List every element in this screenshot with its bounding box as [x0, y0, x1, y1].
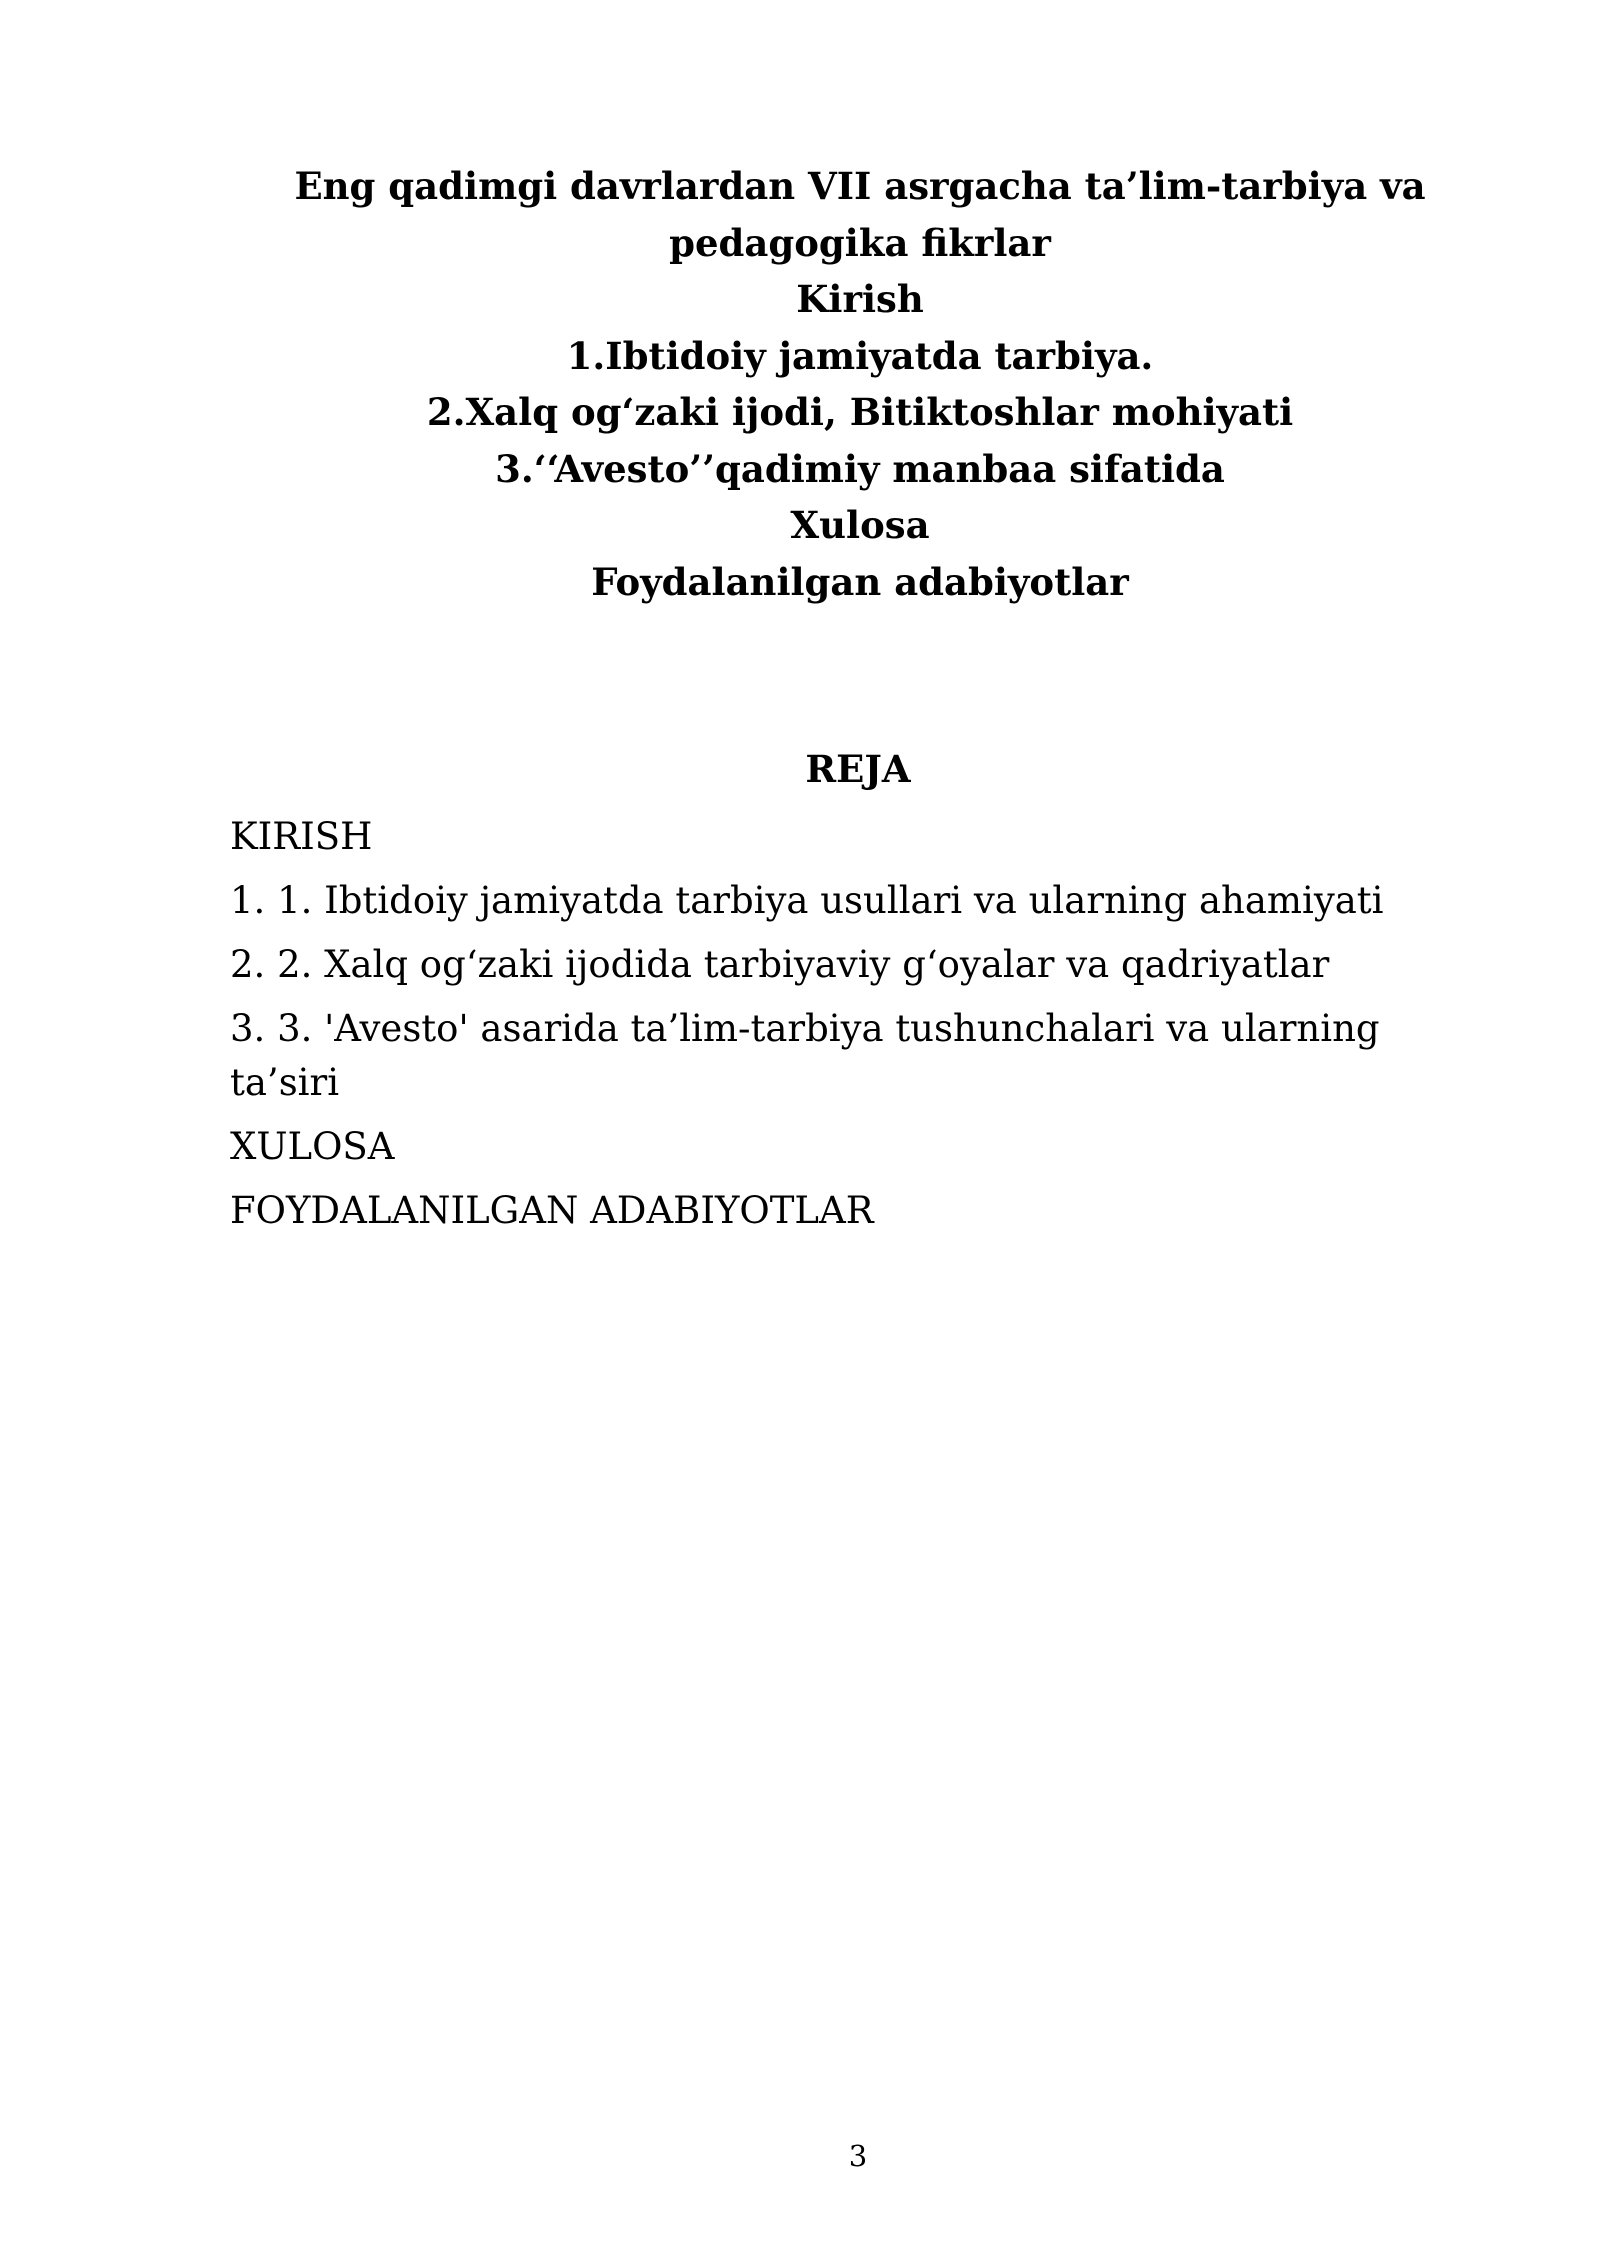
reja-heading: REJA: [805, 747, 911, 791]
outline-item-kirish: Kirish: [796, 277, 924, 321]
reja-list: [230, 810, 1430, 1248]
outline-item-1: 1.Ibtidoiy jamiyatda tarbiya.: [566, 333, 1154, 378]
outline-item-2: 2.Xalq og‘zaki ijodi, Bitiktoshlar mohiyati: [426, 390, 1294, 434]
document-title-line-2: pedagogika fikrlar: [669, 220, 1051, 265]
document-title-line-1: Eng qadimgi davrlardan VII asrgacha ta’lim-tarbiya va: [294, 164, 1426, 208]
outline-item-xulosa: Xulosa: [790, 503, 930, 547]
outline-item-3: 3.‘‘Avesto’’qadimiy manbaa sifatida: [495, 446, 1225, 491]
outline-item-adabiyotlar: Foydalanilgan adabiyotlar: [591, 559, 1129, 604]
document-header: [230, 158, 1490, 610]
reja-item-2: 2. 2. Xalq og‘zaki ijodida tarbiyaviy g‘oyalar va qadriyatlar: [230, 943, 1330, 986]
reja-item-3: 3. 3. 'Avesto' asarida ta’lim-tarbiya tushunchalari va ularning ta’siri: [230, 1007, 1380, 1104]
reja-item-1: 1. 1. Ibtidoiy jamiyatda tarbiya usullari va ularning ahamiyati: [230, 879, 1384, 922]
page-number: 3: [848, 2139, 868, 2173]
reja-item-kirish: KIRISH: [230, 815, 373, 858]
reja-item-adabiyotlar: FOYDALANILGAN ADABIYOTLAR: [230, 1189, 874, 1232]
reja-item-xulosa: XULOSA: [230, 1125, 395, 1168]
